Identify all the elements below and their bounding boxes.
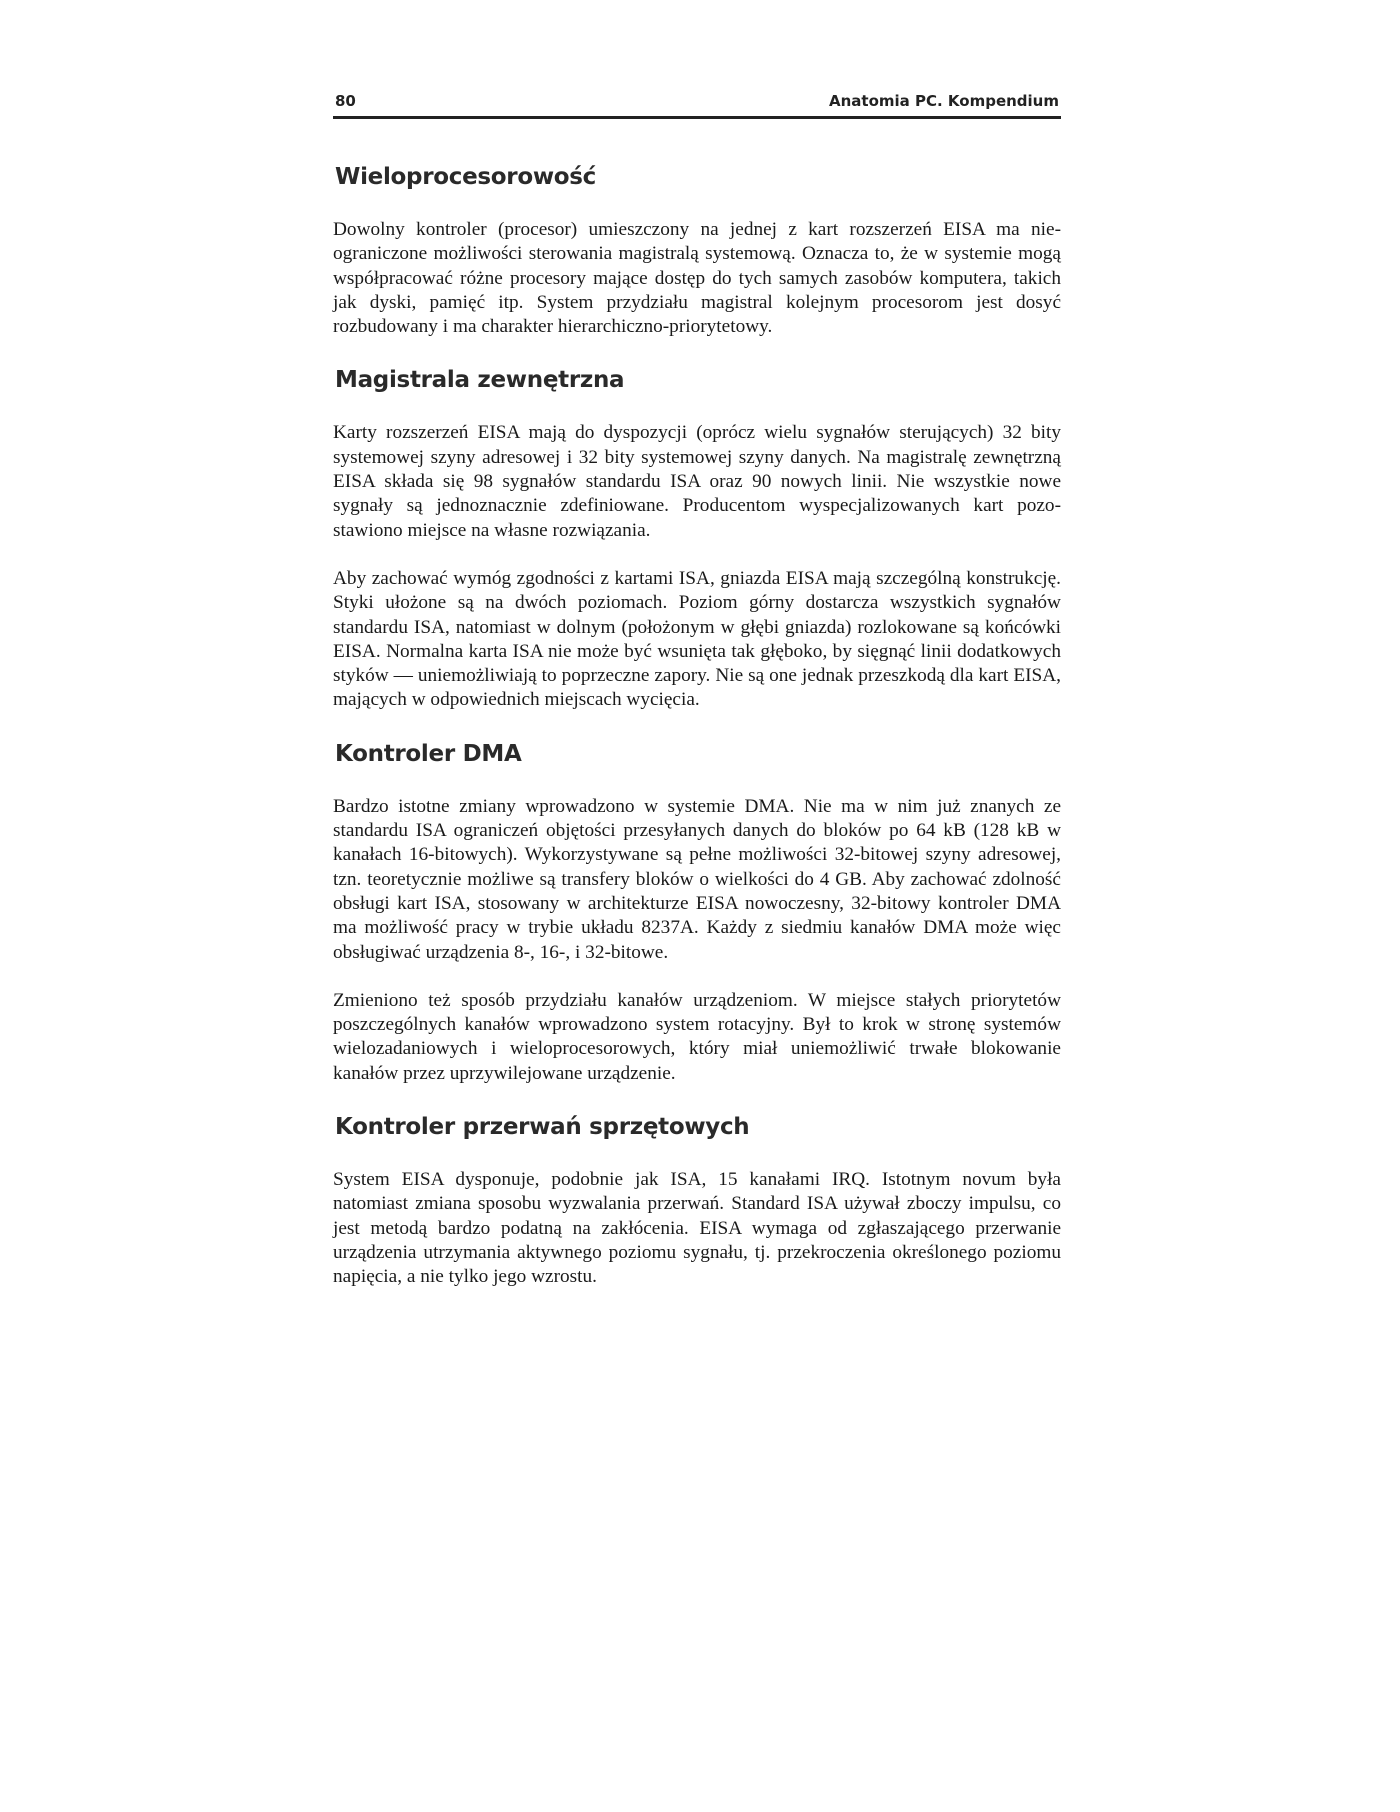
book-title: Anatomia PC. Kompendium (829, 92, 1059, 110)
section-magistrala-zewnetrzna (333, 363, 1061, 712)
page-number: 80 (335, 92, 356, 110)
section-heading: Magistrala zewnętrzna (335, 367, 625, 394)
body-paragraph: Karty rozszerzeń EISA mają do dyspozycji (oprócz wielu sygnałów sterujących) 32 bity systemowej szyny adresowej i 32 bity systemowej szyny danych. Na magistralę zewnętrzną EISA składa się 98 sygnałów standardu ISA oraz 90 nowych linii. Nie wszystkie nowe sygnały są jednoznacznie zdefiniowane. Producentom wyspecjalizowanych kart pozostawiono miejsce na własne rozwiązania. (333, 422, 1061, 541)
section-kontroler-dma (333, 737, 1061, 1086)
section-kontroler-przerwan (333, 1110, 1061, 1289)
body-paragraph: System EISA dysponuje, podobnie jak ISA, 15 kanałami IRQ. Istotnym novum była natomiast zmiana sposobu wyzwalania przerwań. Standard ISA używał zboczy impulsu, co jest metodą bardzo podatną na zakłócenia. EISA wymaga od zgłaszającego przerwanie urządzenia utrzymania aktywnego poziomu sygnału, tj. przekroczenia określonego poziomu napięcia, a nie tylko jego wzrostu. (333, 1169, 1061, 1288)
running-header (333, 90, 1061, 119)
body-paragraph: Bardzo istotne zmiany wprowadzono w systemie DMA. Nie ma w nim już znanych ze standardu ISA ograniczeń objętości przesyłanych danych do bloków po 64 kB (128 kB w kanałach 16-bitowych). Wykorzystywane są pełne możliwości 32-bitowej szyny adresowej, tzn. teoretycznie możliwe są transfery bloków o wielkości do 4 GB. Aby zachować zdolność obsługi kart ISA, stosowany w architekturze EISA nowoczesny, 32-bitowy kontroler DMA ma możliwość pracy w trybie układu 8237A. Każdy z siedmiu kanałów DMA może więc obsługiwać urządzenia 8-, 16-, i 32-bitowe. (333, 795, 1061, 963)
section-heading: Kontroler DMA (335, 740, 522, 767)
body-paragraph: Dowolny kontroler (procesor) umieszczony na jednej z kart rozszerzeń EISA ma nieograniczone możliwości sterowania magistralą systemową. Oznacza to, że w systemie mogą współpracować różne procesory mające dostęp do tych samych zasobów komputera, takich jak dyski, pamięć itp. System przydziału magistral kolejnym procesorom jest dosyć rozbudowany i ma charakter hierarchiczno-priorytetowy. (333, 219, 1061, 338)
section-wieloprocesorowosc (333, 160, 1061, 339)
section-heading: Kontroler przerwań sprzętowych (335, 1114, 750, 1141)
body-paragraph: Zmieniono też sposób przydziału kanałów urządzeniom. W miejsce stałych priorytetów poszczególnych kanałów wprowadzono system rotacyjny. Był to krok w stronę systemów wielozadaniowych i wieloprocesorowych, który miał uniemożliwić trwałe blokowanie kanałów przez uprzywilejowane urządzenie. (333, 989, 1061, 1084)
body-paragraph: Aby zachować wymóg zgodności z kartami ISA, gniazda EISA mają szczególną konstrukcję. Styki ułożone są na dwóch poziomach. Poziom górny dostarcza wszystkich sygnałów standardu ISA, natomiast w dolnym (położonym w głębi gniazda) rozlokowane są końcówki EISA. Normalna karta ISA nie może być wsunięta tak głęboko, by sięgnąć linii dodatkowych styków — uniemożliwiają to poprzeczne zapory. Nie są one jednak przeszkodą dla kart EISA, mających w odpowiednich miejscach wycięcia. (333, 567, 1061, 711)
page-content (333, 160, 1061, 1314)
section-heading: Wieloprocesorowość (335, 164, 596, 190)
